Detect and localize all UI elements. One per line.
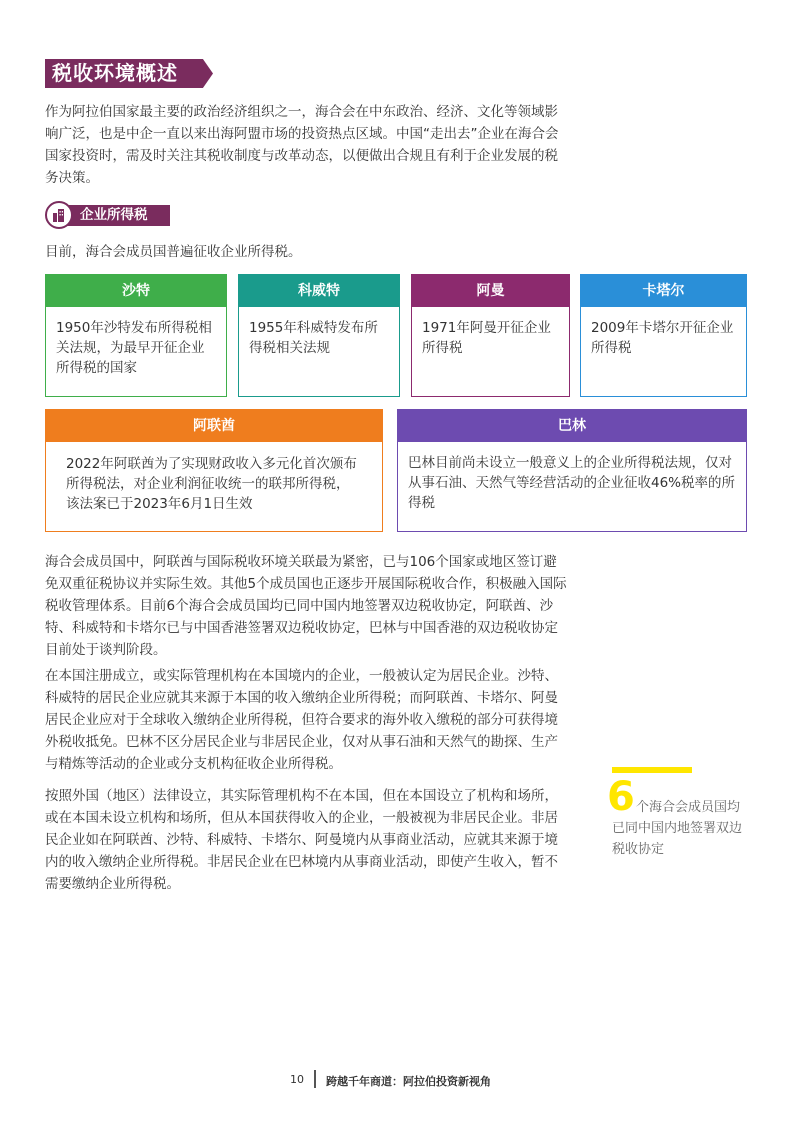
- footer-title: 跨越千年商道：阿拉伯投资新视角: [326, 1075, 491, 1088]
- section-title: 企业所得税: [80, 207, 148, 223]
- paragraph-nonresident: 按照外国（地区）法律设立，其实际管理机构不在本国，但在本国设立了机构和场所，或在本国未设立机构和场所，但从本国获得收入的企业，一般被视为非居民企业。非居民企业如在阿联酋、沙特、科威特、卡塔尔、阿曼境内从事商业活动，应就其来源于境内的收入缴纳企业所得税。非居民企业在巴林境内从事商业活动，即使产生收入，暂不需要缴纳企业所得税。: [45, 788, 558, 892]
- building-icon: [45, 201, 73, 229]
- card-header: 巴林: [398, 410, 746, 442]
- country-card-bahrain: [397, 409, 747, 532]
- card-body: 1950年沙特发布所得税相关法规，为最早开征企业所得税的国家: [56, 320, 212, 376]
- country-card-saudi: [45, 274, 227, 397]
- card-body: 2009年卡塔尔开征企业所得税: [591, 320, 734, 356]
- country-card-oman: [411, 274, 570, 397]
- lead-text: 目前，海合会成员国普遍征收企业所得税。: [45, 244, 302, 260]
- card-body: 2022年阿联酋为了实现财政收入多元化首次颁布所得税法，对企业利润征收统一的联邦所得税，该法案已于2023年6月1日生效: [66, 456, 357, 512]
- country-card-uae: [45, 409, 383, 532]
- callout-text: 个海合会成员国均已同中国内地签署双边税收协定: [612, 800, 743, 857]
- page-title: 税收环境概述: [52, 61, 178, 85]
- card-body: 巴林目前尚未设立一般意义上的企业所得税法规，仅对从事石油、天然气等经营活动的企业征收46%税率的所得税: [408, 455, 736, 511]
- country-card-kuwait: [238, 274, 400, 397]
- card-header: 阿联酋: [46, 410, 382, 442]
- card-body: 1955年科威特发布所得税相关法规: [249, 320, 378, 356]
- country-card-qatar: [580, 274, 747, 397]
- card-header: 阿曼: [412, 275, 569, 307]
- footer-divider: [314, 1070, 316, 1088]
- card-body: 1971年阿曼开征企业所得税: [422, 320, 551, 356]
- card-header: 卡塔尔: [581, 275, 746, 307]
- page-number: 10: [290, 1073, 304, 1086]
- callout-number: 6: [607, 774, 635, 820]
- paragraph-treaties: 海合会成员国中，阿联酋与国际税收环境关联最为紧密，已与106个国家或地区签订避免双重征税协议并实际生效。其他5个成员国也正逐步开展国际税收合作，积极融入国际税收管理体系。目前6个海合会成员国均已同中国内地签署双边税收协定，阿联酋、沙特、科威特和卡塔尔已与中国香港签署双边税收协定，巴林与中国香港的双边税收协定目前处于谈判阶段。: [45, 554, 567, 658]
- intro-paragraph: 作为阿拉伯国家最主要的政治经济组织之一，海合会在中东政治、经济、文化等领域影响广泛，也是中企一直以来出海阿盟市场的投资热点区域。中国“走出去”企业在海合会国家投资时，需及时关注其税收制度与改革动态，以便做出合规且有利于企业发展的税务决策。: [45, 104, 559, 186]
- footer: [0, 1070, 793, 1090]
- paragraph-resident: 在本国注册成立，或实际管理机构在本国境内的企业，一般被认定为居民企业。沙特、科威特的居民企业应就其来源于本国的收入缴纳企业所得税；而阿联酋、卡塔尔、阿曼居民企业应对于全球收入缴纳企业所得税，但符合要求的海外收入缴税的部分可获得境外税收抵免。巴林不区分居民企业与非居民企业，仅对从事石油和天然气的勘探、生产与精炼等活动的企业或分支机构征收企业所得税。: [45, 668, 558, 772]
- card-header: 科威特: [239, 275, 399, 307]
- card-header: 沙特: [46, 275, 226, 307]
